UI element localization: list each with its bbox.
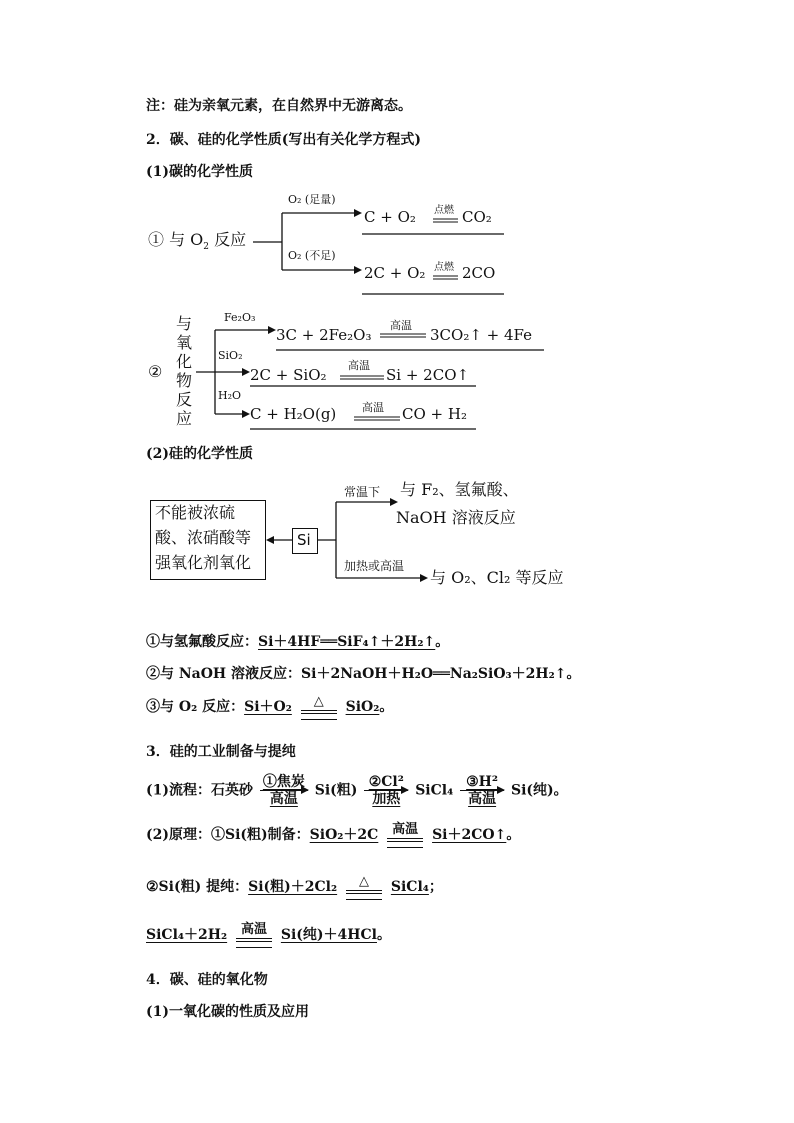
vlabel-char: 化 — [176, 352, 193, 371]
o2-excess-condition: O₂ (足量) — [288, 193, 336, 206]
lower-reaction: 与 O₂、Cl₂ 等反应 — [430, 568, 564, 587]
section-4-title: 4．碳、硅的氧化物 — [146, 972, 268, 988]
purify-line-1: ②Si(粗) 提纯：Si(粗)＋2Cl₂ △ SiCl₄； — [146, 874, 443, 914]
upper-reaction-2: NaOH 溶液反应 — [396, 508, 516, 527]
vlabel-char: 物 — [176, 371, 193, 390]
flow-arrow-1: ①焦炭 高温 — [260, 774, 308, 807]
si-o2-equation: ③与 O₂ 反应：Si＋O₂ △ SiO₂。 — [146, 694, 393, 734]
r3-left: C + H₂O(g) — [250, 405, 337, 423]
carbon-o2-diagram — [140, 188, 540, 308]
high-temp-equals-sign: 高温 — [387, 822, 423, 848]
vlabel-char: 反 — [176, 390, 193, 409]
r2-left: 2C + SiO₂ — [250, 366, 327, 384]
eq2-left: 2C + O₂ — [364, 264, 426, 282]
carbon-oxide-diagram — [140, 310, 560, 435]
carbon-o2-label: ① 与 $O_2$ 反应 — [148, 230, 247, 253]
carbon-oxide-number: ② — [148, 362, 163, 381]
section-2-sub1: (1)碳的化学性质 — [146, 164, 253, 180]
section-2-sub2: (2)硅的化学性质 — [146, 446, 253, 462]
note-line: 注：硅为亲氧元素，在自然界中无游离态。 — [146, 98, 412, 114]
eq1-right: CO₂ — [462, 208, 492, 226]
vlabel-char: 应 — [176, 409, 193, 428]
box-line: 强氧化剂氧化 — [155, 553, 252, 572]
flow-arrow-2: ②Cl² 加热 — [364, 774, 408, 807]
purify-line-2: SiCl₄＋2H₂ 高温 Si(纯)＋4HCl。 — [146, 922, 391, 962]
heat-equals-sign: △ — [301, 694, 337, 720]
r3-condition: 高温 — [362, 401, 384, 414]
r1-left: 3C + 2Fe₂O₃ — [276, 326, 372, 344]
si-hf-equation: ①与氢氟酸反应：Si＋4HF══SiF₄↑＋2H₂↑。 — [146, 634, 450, 650]
fe2o3-label: Fe₂O₃ — [224, 311, 256, 324]
r2-right: Si + 2CO↑ — [386, 366, 470, 384]
flow-line: (1)流程：石英砂 ①焦炭 高温 Si(粗) ②Cl² 加热 SiCl₄ ③H² 高温 Si(纯)。 — [146, 774, 568, 807]
flow-arrow-3: ③H² 高温 — [460, 774, 504, 807]
room-temp-condition: 常温下 — [344, 485, 381, 499]
section-4-sub1: (1)一氧化碳的性质及应用 — [146, 1004, 309, 1020]
box-line: 酸、浓硝酸等 — [155, 528, 252, 547]
high-temp-equals-sign: 高温 — [236, 922, 272, 948]
upper-reaction-1: 与 F₂、氢氟酸、 — [400, 480, 519, 499]
eq1-left: C + O₂ — [364, 208, 416, 226]
carbon-o2-branches — [140, 188, 540, 308]
silicon-diagram — [140, 474, 580, 594]
vlabel-char: 氧 — [176, 333, 193, 352]
principle-line: (2)原理：①Si(粗)制备：SiO₂＋2C 高温 Si＋2CO↑。 — [146, 822, 520, 862]
section-2-title: 2．碳、硅的化学性质(写出有关化学方程式) — [146, 132, 421, 148]
h2o-label: H₂O — [218, 389, 242, 402]
heat-equals-sign: △ — [346, 874, 382, 900]
sio2-label: SiO₂ — [218, 349, 243, 362]
r2-condition: 高温 — [348, 359, 370, 372]
section-3-title: 3．硅的工业制备与提纯 — [146, 744, 296, 760]
o2-insufficient-condition: O₂ (不足) — [288, 249, 336, 262]
vlabel-char: 与 — [176, 314, 193, 333]
r1-condition: 高温 — [390, 319, 412, 332]
heat-condition: 加热或高温 — [344, 559, 405, 573]
eq2-condition: 点燃 — [434, 262, 454, 273]
eq2-right: 2CO — [462, 264, 496, 282]
r3-right: CO + H₂ — [402, 405, 467, 423]
box-line: 不能被浓硫 — [155, 503, 236, 522]
eq1-condition: 点燃 — [434, 205, 454, 216]
r1-right: 3CO₂↑ + 4Fe — [430, 326, 533, 344]
silicon-symbol: Si — [297, 531, 311, 549]
si-naoh-equation: ②与 NaOH 溶液反应：Si＋2NaOH＋H₂O══Na₂SiO₃＋2H₂↑。 — [146, 666, 581, 682]
